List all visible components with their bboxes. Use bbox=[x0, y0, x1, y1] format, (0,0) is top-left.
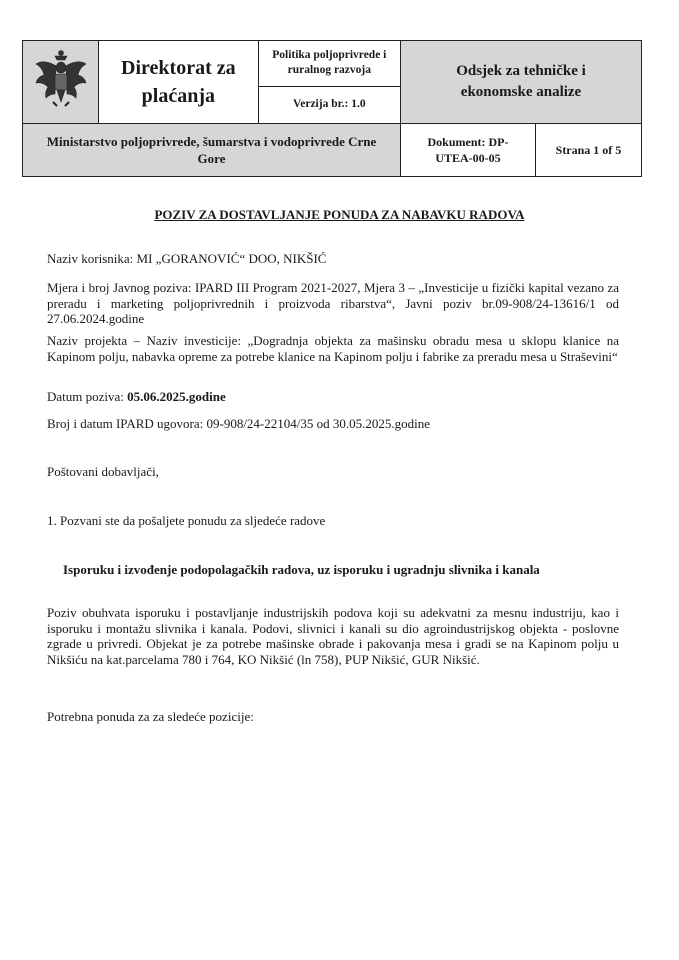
ministry-cell bbox=[23, 124, 401, 177]
page-title: POZIV ZA DOSTAVLJANJE PONUDA ZA NABAVKU RADOVA bbox=[154, 207, 525, 222]
coat-of-arms-icon bbox=[31, 48, 91, 112]
date-line bbox=[47, 389, 619, 405]
document-text: Dokument: DP-UTEA-00-05 bbox=[427, 135, 509, 165]
item-1: 1. Pozvani ste da pošaljete ponudu za sljedeće radove bbox=[47, 513, 326, 528]
measure-paragraph: Mjera i broj Javnog poziva: IPARD III Program 2021-2027, Mjera 3 – „Investicije u fizički kapital vezano za preradu i marketing poljoprivrednih i proizvoda ribarstva“, Javni poziv br.09-908/24-13616/1 od 27.06.2024.godine bbox=[47, 280, 619, 326]
section-title: Isporuku i izvođenje podopolagačkih radova, uz isporuku i ugradnju slivnika i kanala bbox=[63, 562, 540, 577]
version-text: Verzija br.: 1.0 bbox=[292, 98, 366, 111]
policy-cell bbox=[258, 41, 400, 87]
policy-text: Politika poljoprivrede i ruralnog razvoja bbox=[272, 49, 387, 77]
version-cell bbox=[258, 86, 400, 123]
date-label: Datum poziva: bbox=[47, 389, 128, 404]
description-paragraph: Poziv obuhvata isporuku i postavljanje industrijskih podova koji su adekvatni za mesnu industriju, kao i isporuku i montažu slivnika i kanala. Podovi, slivnici i kanali su dio agroindustrijskog objekta - poslovne zgrade u privredi. Objekat je za potrebe mašinske obrade i pakovanja mesa i gradi se na Kapinom polju u Nikšiću na kat.parcelama 780 i 764, KO Nikšić (ln 758), PUP Nikšić, GUR Nikšić. bbox=[47, 605, 619, 667]
document-cell bbox=[401, 124, 536, 177]
coat-of-arms-cell bbox=[23, 41, 99, 124]
date-value: 05.06.2025.godine bbox=[127, 389, 226, 404]
department-cell bbox=[401, 41, 642, 124]
page-text: Strana 1 of 5 bbox=[555, 143, 622, 157]
department-text: Odsjek za tehničke i ekonomske analize bbox=[456, 63, 586, 100]
directorate-cell bbox=[99, 41, 259, 124]
page-cell bbox=[535, 124, 641, 177]
ministry-text: Ministarstvo poljoprivrede, šumarstva i vodoprivrede Crne Gore bbox=[46, 134, 377, 166]
header-table bbox=[22, 40, 642, 177]
greeting: Poštovani dobavljači, bbox=[47, 464, 159, 479]
org-name: Direktorat za plaćanja bbox=[121, 57, 236, 107]
contract-line: Broj i datum IPARD ugovora: 09-908/24-22104/35 od 30.05.2025.godine bbox=[47, 416, 431, 431]
project-paragraph: Naziv projekta – Naziv investicije: „Dogradnja objekta za mašinsku obradu mesa u sklopu klanice na Kapinom polju, nabavka opreme za potrebe klanice na Kapinom polju i fabrike za preradu mesa u Straševini“ bbox=[47, 333, 619, 364]
beneficiary-line: Naziv korisnika: MI „GORANOVIĆ“ DOO, NIKŠIĆ bbox=[47, 251, 327, 266]
positions-line: Potrebna ponuda za za sledeće pozicije: bbox=[47, 709, 254, 724]
